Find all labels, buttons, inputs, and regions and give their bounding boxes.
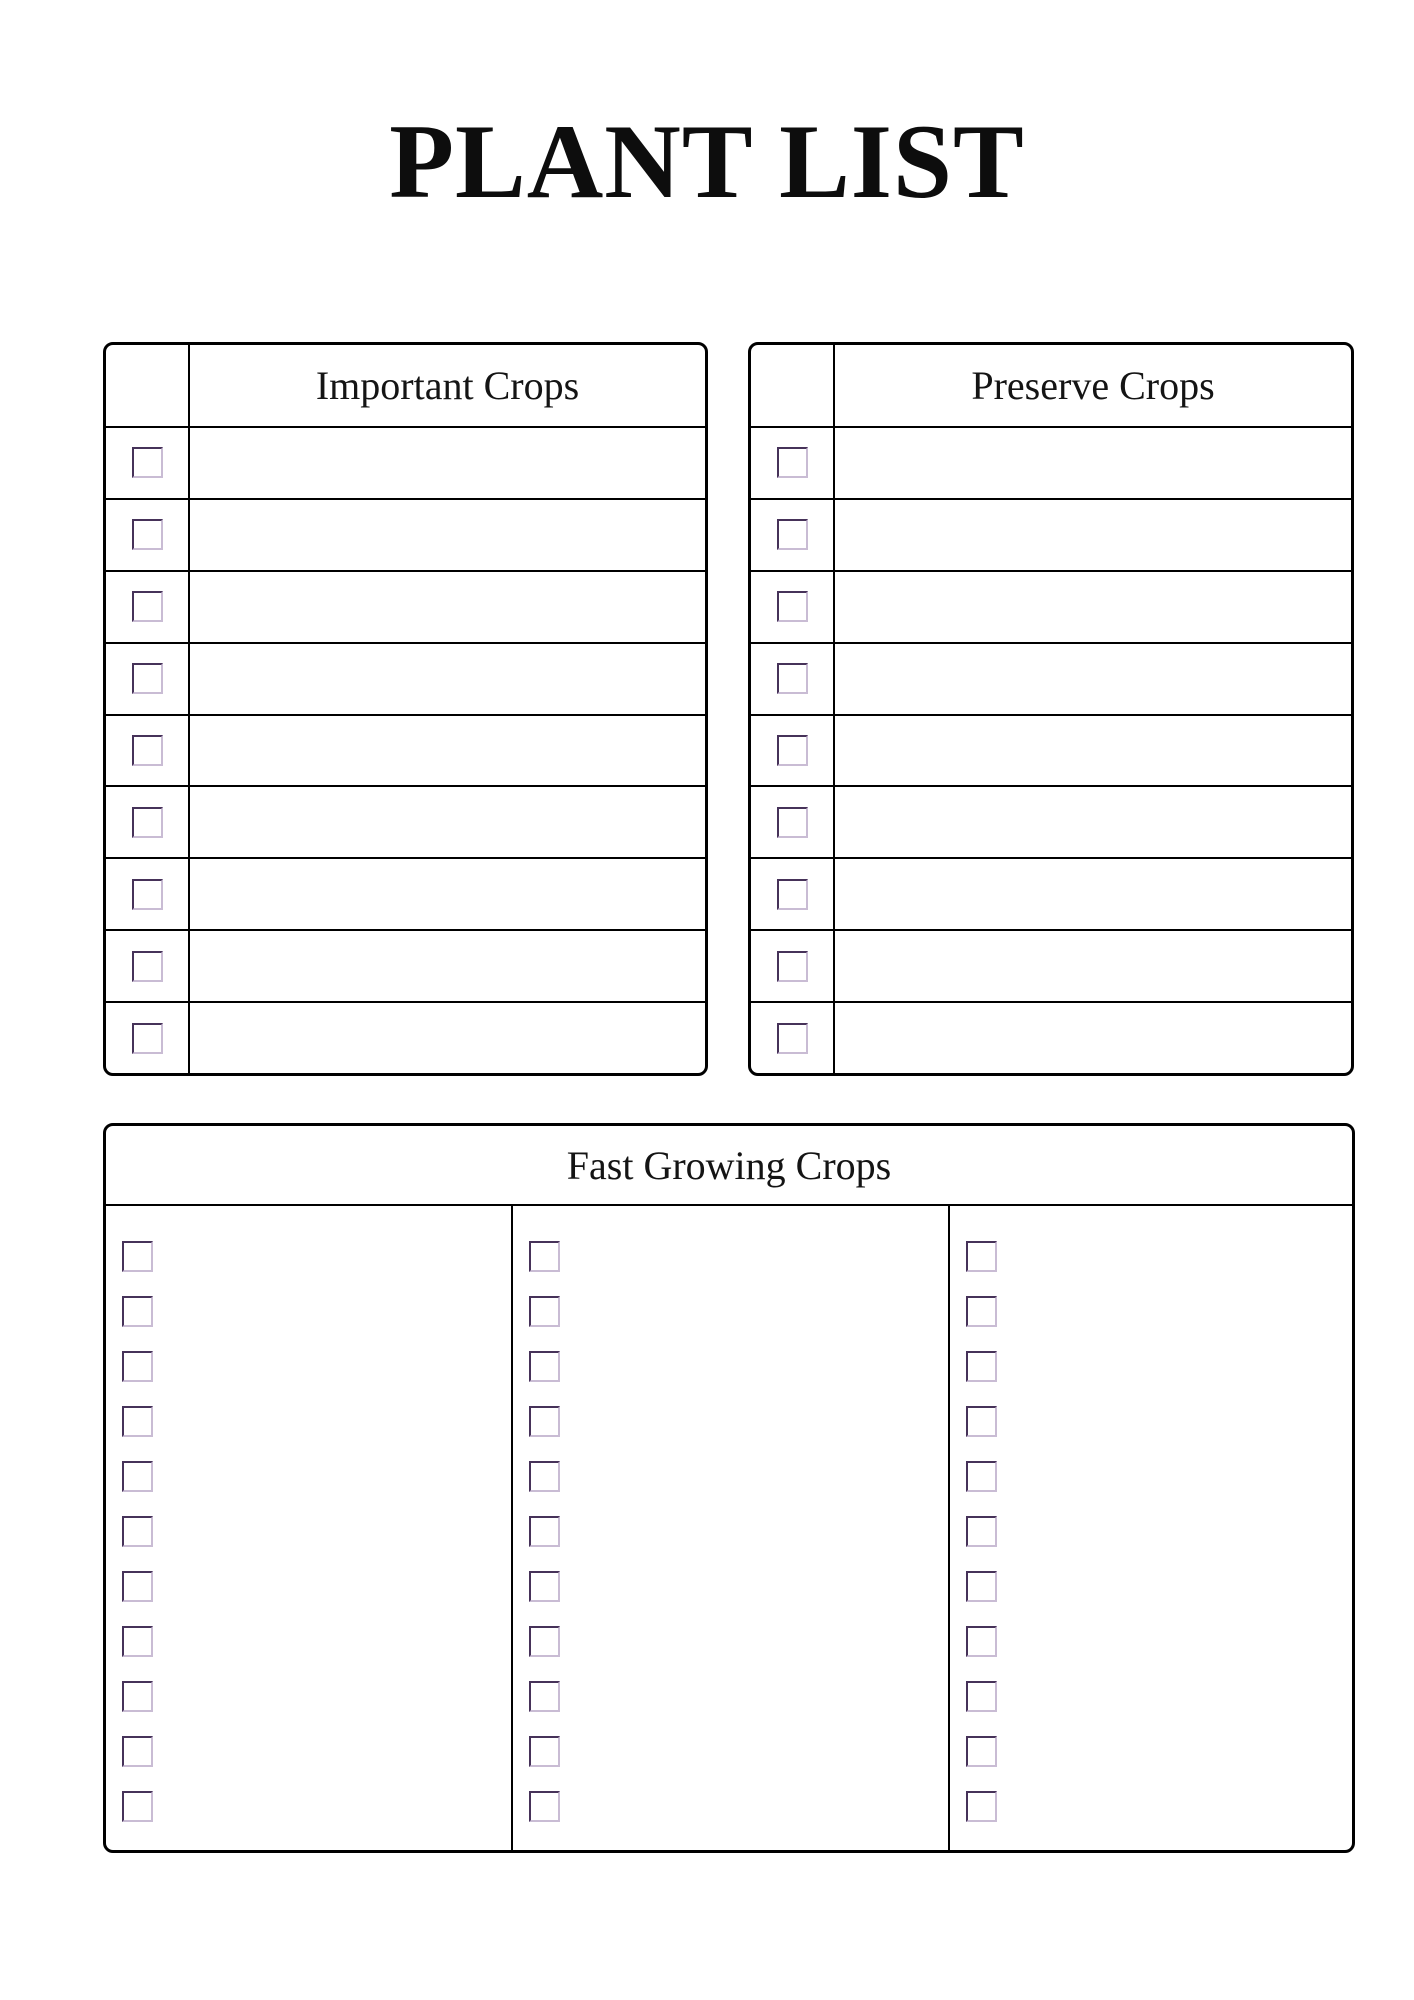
- fast-growing-column-3: [950, 1206, 1352, 1850]
- checkbox-cell: [106, 716, 190, 786]
- crop-row: [106, 859, 705, 931]
- crop-entry-field[interactable]: [190, 716, 705, 786]
- crop-row: [751, 1003, 1351, 1073]
- fast-growing-crops-section: [103, 1123, 1355, 1853]
- checkbox-cell: [106, 500, 190, 570]
- checkbox-cell: [751, 1003, 835, 1073]
- crop-checkbox[interactable]: [529, 1351, 560, 1382]
- crop-entry-field[interactable]: [190, 787, 705, 857]
- crop-row: [106, 644, 705, 716]
- important-crops-table-header: [106, 345, 705, 428]
- crop-row: [106, 1003, 705, 1073]
- crop-checkbox[interactable]: [777, 735, 808, 766]
- checkbox-cell: [751, 500, 835, 570]
- crop-checkbox[interactable]: [122, 1296, 153, 1327]
- crop-checkbox[interactable]: [122, 1571, 153, 1602]
- crop-checkbox[interactable]: [529, 1516, 560, 1547]
- crop-entry-field[interactable]: [835, 644, 1351, 714]
- crop-row: [751, 572, 1351, 644]
- checkbox-cell: [751, 644, 835, 714]
- checkbox-column-header: [106, 345, 190, 426]
- crop-checkbox[interactable]: [122, 1736, 153, 1767]
- crop-checkbox[interactable]: [529, 1626, 560, 1657]
- crop-checkbox[interactable]: [122, 1516, 153, 1547]
- crop-row: [106, 931, 705, 1003]
- preserve-crops-table: [748, 342, 1354, 1076]
- important-crops-rows: [106, 428, 705, 1073]
- crop-checkbox[interactable]: [966, 1351, 997, 1382]
- crop-checkbox[interactable]: [966, 1626, 997, 1657]
- crop-entry-field[interactable]: [190, 644, 705, 714]
- preserve-crops-title: Preserve Crops: [971, 363, 1215, 408]
- crop-checkbox[interactable]: [966, 1571, 997, 1602]
- crop-checkbox[interactable]: [122, 1626, 153, 1657]
- checkbox-cell: [751, 572, 835, 642]
- crop-checkbox[interactable]: [966, 1406, 997, 1437]
- crop-checkbox[interactable]: [529, 1736, 560, 1767]
- crop-checkbox[interactable]: [966, 1791, 997, 1822]
- crop-checkbox[interactable]: [132, 591, 163, 622]
- crop-checkbox[interactable]: [777, 663, 808, 694]
- crop-checkbox[interactable]: [122, 1681, 153, 1712]
- preserve-crops-rows: [751, 428, 1351, 1073]
- crop-checkbox[interactable]: [966, 1516, 997, 1547]
- crop-entry-field[interactable]: [835, 572, 1351, 642]
- crop-checkbox[interactable]: [132, 1023, 163, 1054]
- crop-checkbox[interactable]: [966, 1461, 997, 1492]
- crop-checkbox[interactable]: [777, 879, 808, 910]
- crop-checkbox[interactable]: [122, 1461, 153, 1492]
- crop-row: [106, 428, 705, 500]
- crop-checkbox[interactable]: [122, 1791, 153, 1822]
- fast-growing-crops-title: Fast Growing Crops: [106, 1126, 1352, 1206]
- crop-checkbox[interactable]: [966, 1296, 997, 1327]
- checkbox-cell: [106, 859, 190, 929]
- crop-checkbox[interactable]: [132, 807, 163, 838]
- crop-entry-field[interactable]: [190, 428, 705, 498]
- crop-row: [106, 572, 705, 644]
- crop-checkbox[interactable]: [132, 879, 163, 910]
- checkbox-cell: [106, 931, 190, 1001]
- crop-row: [106, 787, 705, 859]
- checkbox-cell: [106, 787, 190, 857]
- crop-entry-field[interactable]: [835, 931, 1351, 1001]
- checkbox-cell: [751, 428, 835, 498]
- crop-entry-field[interactable]: [835, 787, 1351, 857]
- important-crops-title: Important Crops: [315, 363, 580, 408]
- crop-entry-field[interactable]: [835, 716, 1351, 786]
- preserve-crops-table-header: [751, 345, 1351, 428]
- crop-checkbox[interactable]: [777, 807, 808, 838]
- checkbox-cell: [751, 931, 835, 1001]
- crop-checkbox[interactable]: [777, 1023, 808, 1054]
- crop-entry-field[interactable]: [190, 931, 705, 1001]
- crop-checkbox[interactable]: [529, 1241, 560, 1272]
- crop-checkbox[interactable]: [122, 1406, 153, 1437]
- crop-entry-field[interactable]: [835, 1003, 1351, 1073]
- crop-checkbox[interactable]: [132, 951, 163, 982]
- crop-checkbox[interactable]: [122, 1241, 153, 1272]
- crop-row: [751, 716, 1351, 788]
- fast-growing-crops-body: [106, 1206, 1352, 1850]
- crop-row: [106, 716, 705, 788]
- crop-checkbox[interactable]: [777, 519, 808, 550]
- crop-checkbox[interactable]: [777, 591, 808, 622]
- crop-checkbox[interactable]: [777, 951, 808, 982]
- crop-checkbox[interactable]: [529, 1791, 560, 1822]
- crop-checkbox[interactable]: [122, 1351, 153, 1382]
- crop-checkbox[interactable]: [132, 663, 163, 694]
- crop-entry-field[interactable]: [190, 1003, 705, 1073]
- crop-row: [751, 644, 1351, 716]
- crop-entry-field[interactable]: [835, 859, 1351, 929]
- crop-entry-field[interactable]: [835, 428, 1351, 498]
- fast-growing-column-2: [513, 1206, 950, 1850]
- page-title: PLANT LIST: [389, 103, 1025, 220]
- crop-checkbox[interactable]: [529, 1461, 560, 1492]
- fast-growing-column-1: [106, 1206, 513, 1850]
- crop-checkbox[interactable]: [132, 519, 163, 550]
- checkbox-cell: [751, 859, 835, 929]
- important-crops-table: [103, 342, 708, 1076]
- checkbox-cell: [751, 787, 835, 857]
- crop-checkbox[interactable]: [529, 1571, 560, 1602]
- crop-entry-field[interactable]: [190, 572, 705, 642]
- crop-row: [106, 500, 705, 572]
- crop-checkbox[interactable]: [966, 1736, 997, 1767]
- crop-checkbox[interactable]: [529, 1406, 560, 1437]
- checkbox-cell: [106, 644, 190, 714]
- crop-checkbox[interactable]: [132, 447, 163, 478]
- checkbox-cell: [751, 716, 835, 786]
- crop-checkbox[interactable]: [966, 1241, 997, 1272]
- crop-checkbox[interactable]: [529, 1296, 560, 1327]
- checkbox-cell: [106, 572, 190, 642]
- crop-row: [751, 787, 1351, 859]
- crop-entry-field[interactable]: [835, 500, 1351, 570]
- checkbox-cell: [106, 1003, 190, 1073]
- crop-row: [751, 931, 1351, 1003]
- crop-row: [751, 859, 1351, 931]
- crop-row: [751, 500, 1351, 572]
- crop-checkbox[interactable]: [529, 1681, 560, 1712]
- crop-checkbox[interactable]: [777, 447, 808, 478]
- crop-entry-field[interactable]: [190, 500, 705, 570]
- crop-entry-field[interactable]: [190, 859, 705, 929]
- crop-checkbox[interactable]: [132, 735, 163, 766]
- checkbox-cell: [106, 428, 190, 498]
- crop-row: [751, 428, 1351, 500]
- crop-checkbox[interactable]: [966, 1681, 997, 1712]
- checkbox-column-header: [751, 345, 835, 426]
